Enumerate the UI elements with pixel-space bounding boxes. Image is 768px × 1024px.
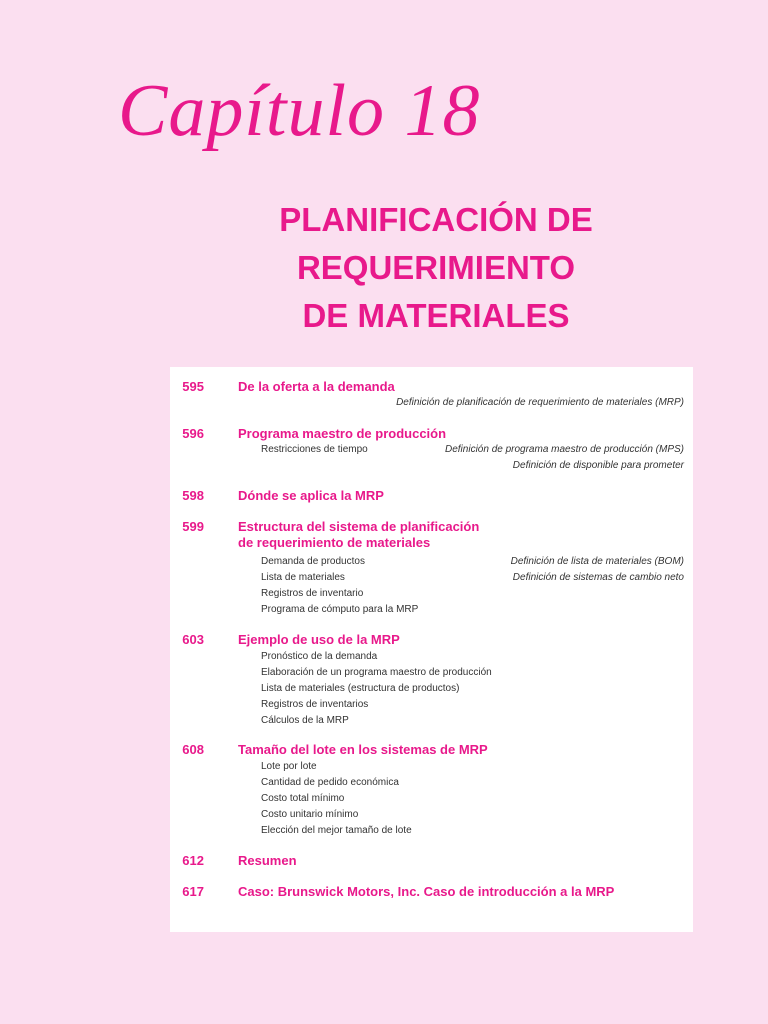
toc-subsection[interactable]: Cálculos de la MRP xyxy=(261,715,349,726)
toc-definition: Definición de sistemas de cambio neto xyxy=(512,572,684,583)
toc-entry-title[interactable] xyxy=(238,632,658,648)
toc-subsection[interactable]: Cantidad de pedido económica xyxy=(261,777,399,788)
toc-subsection[interactable]: Lista de materiales (estructura de productos) xyxy=(261,683,460,694)
toc-entry-title-line: Dónde se aplica la MRP xyxy=(238,488,384,503)
toc-subsection[interactable]: Registros de inventario xyxy=(261,588,364,599)
toc-definition: Definición de programa maestro de producción (MPS) xyxy=(445,444,684,455)
toc-entry-title[interactable] xyxy=(238,379,658,395)
table-of-contents xyxy=(170,367,693,932)
toc-entry-title[interactable] xyxy=(238,884,658,900)
toc-page-number: 608 xyxy=(182,742,204,757)
toc-definition: Definición de planificación de requerimiento de materiales (MRP) xyxy=(396,397,684,408)
toc-entry-title[interactable] xyxy=(238,742,658,758)
toc-page-number: 598 xyxy=(182,488,204,503)
toc-entry-title[interactable] xyxy=(238,488,658,504)
toc-entry-title-line: Caso: Brunswick Motors, Inc. Caso de introducción a la MRP xyxy=(238,884,615,899)
toc-entry-title-line: Estructura del sistema de planificación xyxy=(238,519,480,534)
toc-subsection[interactable]: Elección del mejor tamaño de lote xyxy=(261,825,412,836)
toc-definition: Definición de disponible para prometer xyxy=(512,460,684,471)
toc-page-number: 617 xyxy=(182,884,204,899)
chapter-title: Capítulo 18 xyxy=(118,70,481,152)
toc-subsection[interactable]: Programa de cómputo para la MRP xyxy=(261,604,419,615)
toc-subsection[interactable]: Pronóstico de la demanda xyxy=(261,651,378,662)
toc-page-number: 599 xyxy=(182,519,204,534)
toc-entry-title[interactable] xyxy=(238,426,658,442)
toc-subsection[interactable]: Registros de inventarios xyxy=(261,699,369,710)
toc-entry-title-line: de requerimiento de materiales xyxy=(238,535,431,550)
toc-subsection[interactable]: Demanda de productos xyxy=(261,556,365,567)
toc-page-number: 595 xyxy=(182,379,204,394)
toc-entry-title-line: Resumen xyxy=(238,853,297,868)
toc-page-number: 596 xyxy=(182,426,204,441)
toc-subsection[interactable]: Lote por lote xyxy=(261,761,317,772)
toc-entry-title-line: De la oferta a la demanda xyxy=(238,379,395,394)
chapter-subtitle xyxy=(236,196,636,340)
chapter-subtitle-line: REQUERIMIENTO xyxy=(296,249,576,286)
chapter-subtitle-line: DE MATERIALES xyxy=(302,297,570,334)
toc-subsection[interactable]: Costo total mínimo xyxy=(261,793,345,804)
toc-entry-title-line: Programa maestro de producción xyxy=(238,426,447,441)
toc-subsection[interactable]: Restricciones de tiempo xyxy=(261,444,368,455)
toc-subsection[interactable]: Costo unitario mínimo xyxy=(261,809,359,820)
toc-page-number: 603 xyxy=(182,632,204,647)
chapter-subtitle-line: PLANIFICACIÓN DE xyxy=(279,201,593,238)
toc-subsection[interactable]: Elaboración de un programa maestro de producción xyxy=(261,667,492,678)
toc-entry-title-line: Tamaño del lote en los sistemas de MRP xyxy=(238,742,488,757)
toc-entry-title-line: Ejemplo de uso de la MRP xyxy=(238,632,400,647)
toc-entry-title[interactable] xyxy=(238,519,658,551)
toc-subsection[interactable]: Lista de materiales xyxy=(261,572,345,583)
toc-page-number: 612 xyxy=(182,853,204,868)
toc-entry-title[interactable] xyxy=(238,853,658,869)
toc-definition: Definición de lista de materiales (BOM) xyxy=(510,556,684,567)
